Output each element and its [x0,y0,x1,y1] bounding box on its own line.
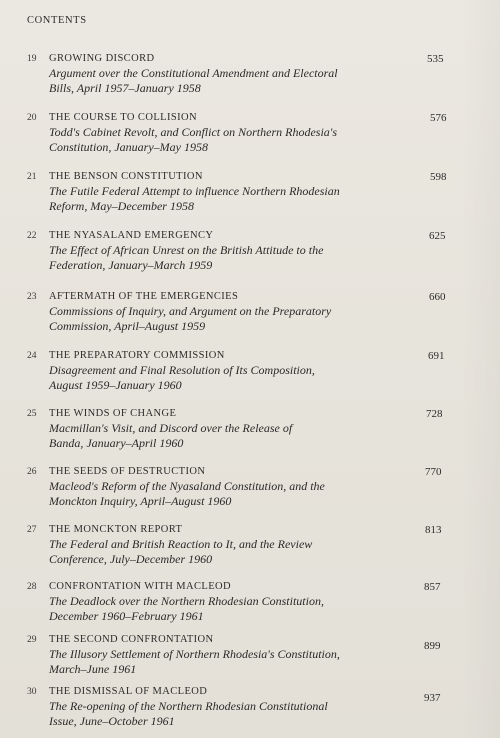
chapter-number: 20 [27,113,37,123]
chapter-description [49,479,404,509]
page-number: 660 [429,291,446,303]
description-line: Reform, May–December 1958 [49,199,194,213]
description-line: December 1960–February 1961 [49,609,204,623]
chapter-number: 28 [27,582,37,592]
description-line: August 1959–January 1960 [49,378,182,392]
chapter-title: THE DISMISSAL OF MACLEOD [49,686,208,697]
chapter-title: THE PREPARATORY COMMISSION [49,350,225,361]
page-number: 899 [424,640,441,652]
chapter-description [49,243,404,273]
page-number: 598 [430,171,447,183]
description-line: Banda, January–April 1960 [49,436,184,450]
chapter-description [49,647,404,677]
chapter-title: THE WINDS OF CHANGE [49,408,177,419]
page-number: 728 [426,408,443,420]
description-line: Federation, January–March 1959 [49,258,213,272]
chapter-title: THE SECOND CONFRONTATION [49,634,214,645]
chapter-description [49,421,404,451]
chapter-number: 27 [27,525,37,535]
description-line: Argument over the Constitutional Amendment and Electoral [49,66,338,80]
page-number: 937 [424,692,441,704]
chapter-title: GROWING DISCORD [49,53,155,64]
page-edge-shadow [460,0,500,738]
description-line: Todd's Cabinet Revolt, and Conflict on Northern Rhodesia's [49,125,338,139]
description-line: Commission, April–August 1959 [49,319,206,333]
chapter-description [49,537,404,567]
description-line: Conference, July–December 1960 [49,552,213,566]
description-line: The Deadlock over the Northern Rhodesian Constitution, [49,594,324,608]
description-line: Constitution, January–May 1958 [49,140,208,154]
chapter-title: THE NYASALAND EMERGENCY [49,230,214,241]
chapter-description [49,363,404,393]
chapter-description [49,184,404,214]
chapter-number: 29 [27,635,37,645]
page-number: 813 [425,524,442,536]
description-line: Issue, June–October 1961 [49,714,175,728]
description-line: The Re-opening of the Northern Rhodesian Constitutional [49,699,328,713]
description-line: The Illusory Settlement of Northern Rhodesia's Constitution, [49,647,340,661]
chapter-title: THE BENSON CONSTITUTION [49,171,203,182]
page-number: 535 [427,53,444,65]
running-head: CONTENTS [27,15,87,26]
chapter-title: THE MONCKTON REPORT [49,524,183,535]
description-line: Commissions of Inquiry, and Argument on the Preparatory [49,304,332,318]
description-line: Macmillan's Visit, and Discord over the Release of [49,421,293,435]
chapter-description [49,66,404,96]
chapter-description [49,125,404,155]
description-line: The Federal and British Reaction to It, and the Review [49,537,313,551]
chapter-number: 26 [27,467,37,477]
description-line: Monckton Inquiry, April–August 1960 [49,494,232,508]
chapter-number: 19 [27,54,37,64]
page-number: 857 [424,581,441,593]
chapter-description [49,594,404,624]
chapter-description [49,699,404,729]
chapter-description [49,304,404,334]
description-line: Disagreement and Final Resolution of Its Composition, [49,363,315,377]
page-number: 625 [429,230,446,242]
description-line: The Effect of African Unrest on the British Attitude to the [49,243,324,257]
description-line: Macleod's Reform of the Nyasaland Constitution, and the [49,479,325,493]
page-number: 770 [425,466,442,478]
description-line: March–June 1961 [49,662,137,676]
chapter-number: 21 [27,172,37,182]
chapter-number: 23 [27,292,37,302]
description-line: The Futile Federal Attempt to influence Northern Rhodesian [49,184,340,198]
page-number: 691 [428,350,445,362]
chapter-title: AFTERMATH OF THE EMERGENCIES [49,291,239,302]
chapter-number: 24 [27,351,37,361]
chapter-number: 25 [27,409,37,419]
chapter-title: THE COURSE TO COLLISION [49,112,197,123]
chapter-number: 22 [27,231,37,241]
chapter-title: THE SEEDS OF DESTRUCTION [49,466,206,477]
page-number: 576 [430,112,447,124]
chapter-title: CONFRONTATION WITH MACLEOD [49,581,232,592]
chapter-number: 30 [27,687,37,697]
description-line: Bills, April 1957–January 1958 [49,81,201,95]
